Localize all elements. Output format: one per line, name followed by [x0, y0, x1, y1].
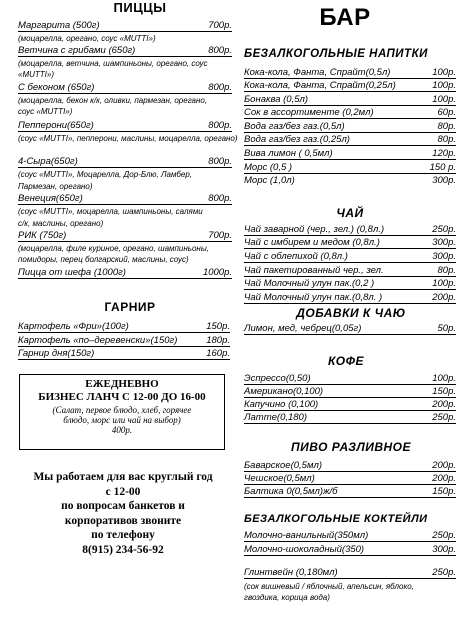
item-desc: «MUTTI») — [18, 70, 54, 79]
bar-item — [244, 121, 456, 133]
item-name: Вива лимон ( 0,5мл) — [244, 148, 333, 159]
item-desc: с/к, маслины, орегано) — [18, 219, 104, 228]
bar-item — [244, 237, 456, 249]
item-name: Молочно-ванильный(350мл) — [244, 530, 369, 541]
cocktails-title: БЕЗАЛКОГОЛЬНЫЕ КОКТЕЙЛИ — [244, 513, 428, 525]
item-desc: (соус «MUTTI», пепперони, маслины, моцарелла, орегано) — [18, 134, 238, 143]
bar-title: БАР — [319, 4, 371, 31]
item-desc: (моцарелла, бекон к/к, оливки, пармезан, орегано, — [18, 96, 208, 105]
contact-phone: 8(915) 234-56-92 — [82, 543, 164, 556]
bar-item — [244, 386, 456, 398]
item-name: Латте(0,180) — [244, 412, 308, 423]
item-price: 150р. — [432, 486, 456, 497]
business-lunch-box — [19, 374, 225, 450]
item-name: Чешское(0,5мл) — [244, 473, 315, 484]
item-name: Капучино (0,100) — [244, 399, 319, 410]
bar-item — [244, 530, 456, 542]
bar-item — [244, 486, 456, 498]
bar-item — [244, 323, 456, 335]
item-desc: соус «MUTTI») — [18, 107, 73, 116]
pizza-item — [18, 120, 232, 132]
item-price: 180р. — [206, 335, 230, 346]
item-price: 800р. — [208, 82, 232, 93]
bar-item — [244, 460, 456, 472]
item-price: 800р. — [208, 156, 232, 167]
item-price: 700р. — [208, 20, 232, 31]
garnish-title: ГАРНИР — [104, 300, 156, 314]
item-price: 50р. — [437, 323, 456, 334]
item-desc: (моцарелла, орегано, соус «MUTTI») — [18, 34, 156, 43]
pizza-item — [18, 156, 232, 168]
item-desc: (моцарелла, филе куриное, орегано, шампиньоны, — [18, 244, 209, 253]
item-price: 300р. — [432, 251, 456, 262]
bar-item — [244, 265, 456, 277]
item-price: 200р. — [432, 292, 456, 303]
item-price: 1000р. — [202, 267, 232, 278]
bar-item — [244, 292, 456, 304]
item-name: Кока-кола, Фанта, Спрайт(0,25л) — [244, 80, 396, 91]
item-desc: (соус «MUTTI», Моцарелла, Дор-Блю, Ламбер, — [18, 170, 193, 179]
item-name: Вода газ/без газ.(0,25л) — [244, 134, 350, 145]
item-desc: гвоздика, корица вода) — [244, 593, 330, 602]
item-name: Молочно-шоколадный(350) — [244, 544, 365, 555]
item-price: 200р. — [432, 460, 456, 471]
contact-line: корпоративов звоните — [64, 514, 182, 527]
item-price: 300р. — [432, 544, 456, 555]
bar-item — [244, 224, 456, 236]
item-price: 200р. — [432, 473, 456, 484]
item-name: Американо(0,100) — [244, 386, 324, 397]
item-price: 250р. — [432, 412, 456, 423]
contact-line: с 12-00 — [105, 485, 141, 498]
item-name: Кока-кола, Фанта, Спрайт(0,5л) — [244, 67, 391, 78]
item-desc: (сок вишневый / яблочный, апельсин, яблоко, — [244, 582, 414, 591]
item-name: Балтика 0(0,5мл)ж/б — [244, 486, 338, 497]
item-name: Картофель «по–деревенски»(150г) — [18, 335, 178, 346]
item-name: 4-Сыра(650г) — [18, 156, 78, 167]
item-desc: (моцарелла, ветчина, шампиньоны, орегано, соус — [18, 59, 208, 68]
item-desc: Пармезан, орегано) — [18, 182, 93, 191]
pizza-item — [18, 267, 232, 279]
item-name: Морс (0,5 ) — [244, 162, 293, 173]
item-name: Венеция(650г) — [18, 193, 83, 204]
item-name: Маргарита (500г) — [18, 20, 100, 31]
bar-item — [244, 175, 456, 186]
bar-item — [244, 544, 456, 556]
item-price: 160р. — [206, 348, 230, 359]
item-price: 60р. — [437, 107, 456, 118]
bar-item — [244, 373, 456, 385]
bar-item — [244, 148, 456, 160]
pizza-item — [18, 20, 232, 32]
item-name: Вода газ/без газ.(0,5л) — [244, 121, 345, 132]
pizza-item — [18, 45, 232, 57]
item-price: 250р. — [432, 530, 456, 541]
item-price: 150р. — [432, 386, 456, 397]
bar-item — [244, 94, 456, 106]
item-name: Ветчина с грибами (650г) — [18, 45, 136, 56]
item-name: Морс (1,0л) — [244, 175, 295, 186]
tea-title: ЧАЙ — [336, 206, 364, 220]
soft-drinks-title: БЕЗАЛКОГОЛЬНЫЕ НАПИТКИ — [244, 48, 428, 60]
item-name: Чай с облепихой (0,8л.) — [244, 251, 348, 262]
item-price: 100р. — [432, 373, 456, 384]
item-name: Пицца от шефа (1000г) — [18, 267, 126, 278]
item-price: 100р. — [432, 80, 456, 91]
item-desc: помидоры, перец болгарский, маслины, соус) — [18, 255, 189, 264]
pizza-title: ПИЦЦЫ — [113, 0, 167, 15]
item-name: Картофель «Фри»(100г) — [18, 321, 129, 332]
item-price: 800р. — [208, 193, 232, 204]
contact-line: по телефону — [91, 529, 155, 541]
tea-addons-title: ДОБАВКИ К ЧАЮ — [296, 306, 406, 320]
item-price: 100р. — [432, 67, 456, 78]
lunch-desc-1: (Салат, первое блюдо, хлеб, горячее — [52, 405, 192, 415]
item-price: 80р. — [437, 121, 456, 132]
bar-item — [244, 278, 456, 290]
garnish-item — [18, 321, 230, 333]
item-name: Гарнир дня(150г) — [18, 348, 95, 359]
item-price: 80р. — [437, 134, 456, 145]
item-name: Лимон, мед, чебрец(0,05г) — [244, 323, 362, 334]
contact-block — [14, 470, 232, 557]
item-price: 150р. — [206, 321, 230, 332]
bar-item — [244, 162, 456, 174]
bar-item — [244, 399, 456, 411]
item-price: 700р. — [208, 230, 232, 241]
item-price: 200р. — [432, 399, 456, 410]
item-price: 800р. — [208, 120, 232, 131]
beer-title: ПИВО РАЗЛИВНОЕ — [290, 440, 411, 454]
bar-item — [244, 80, 456, 92]
item-name: С беконом (650г) — [18, 82, 95, 93]
lunch-daily: ЕЖЕДНЕВНО — [85, 378, 159, 390]
bar-item — [244, 567, 456, 579]
item-price: 100р. — [432, 94, 456, 105]
item-name: Пепперони(650г) — [18, 120, 94, 131]
lunch-price: 400р. — [111, 425, 133, 435]
item-name: Чай с имбирем и медом (0,8л.) — [244, 237, 380, 248]
item-name: Баварское(0,5мл) — [244, 460, 322, 471]
item-name: Чай заварной (чер., зел.) (0,8л.) — [244, 224, 385, 235]
bar-item — [244, 473, 456, 485]
pizza-item — [18, 230, 232, 242]
item-name: Чай пакетированный чер., зел. — [244, 265, 384, 276]
item-price: 300р. — [432, 175, 456, 186]
item-price: 80р. — [437, 265, 456, 276]
item-price: 250р. — [432, 224, 456, 235]
item-price: 800р. — [208, 45, 232, 56]
contact-line: Мы работаем для вас круглый год — [33, 471, 213, 483]
garnish-item — [18, 335, 230, 347]
item-price: 120р. — [432, 148, 456, 159]
pizza-item — [18, 193, 232, 205]
item-name: РИК (750г) — [18, 230, 67, 241]
item-desc: (соус «MUTTI», моцарелла, шампиньоны, салями — [18, 207, 203, 216]
coffee-title: КОФЕ — [328, 354, 364, 368]
bar-item — [244, 107, 456, 119]
lunch-hours: БИЗНЕС ЛАНЧ С 12-00 ДО 16-00 — [38, 391, 206, 403]
pizza-item — [18, 82, 232, 94]
bar-item — [244, 67, 456, 79]
item-price: 300р. — [432, 237, 456, 248]
item-name: Чай Молочный улун пак.(0,2 ) — [244, 278, 375, 289]
item-name: Эспрессо(0,50) — [244, 373, 311, 384]
item-price: 250р. — [432, 567, 456, 578]
item-price: 150 р. — [429, 162, 456, 173]
item-name: Глинтвейн (0,180мл) — [244, 567, 338, 578]
item-name: Бонаква (0,5л) — [244, 94, 309, 105]
contact-line: по вопросам банкетов и — [61, 500, 185, 512]
bar-item — [244, 251, 456, 263]
item-name: Сок в ассортименте (0,2мл) — [244, 107, 374, 118]
item-name: Чай Молочный улун пак.(0,8л. ) — [244, 292, 383, 303]
bar-item — [244, 412, 456, 424]
item-price: 100р. — [432, 278, 456, 289]
lunch-desc-2: блюдо, морс или чай на выбор) — [63, 415, 181, 425]
garnish-item — [18, 348, 230, 360]
bar-item — [244, 134, 456, 146]
